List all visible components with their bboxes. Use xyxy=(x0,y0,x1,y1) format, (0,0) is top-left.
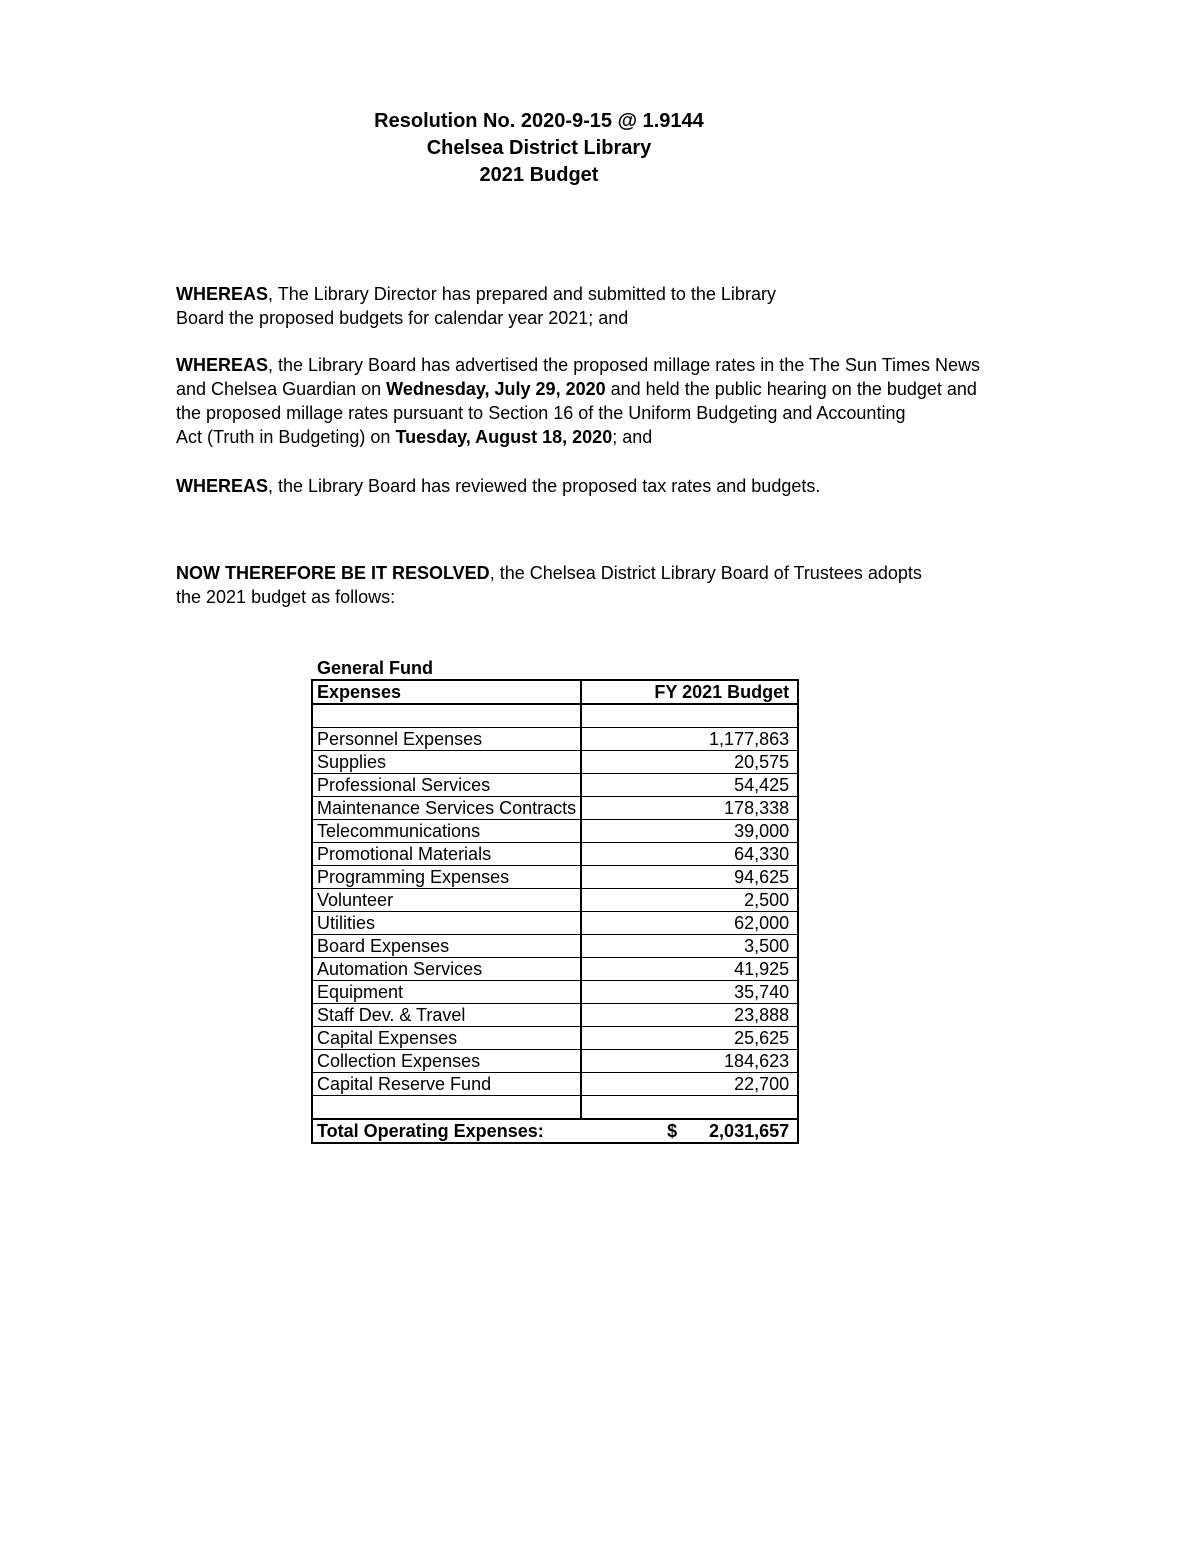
expense-value: 35,740 xyxy=(581,981,798,1004)
blank-row xyxy=(312,1096,798,1120)
expense-label: Telecommunications xyxy=(312,820,581,843)
expense-value: 2,500 xyxy=(581,889,798,912)
resolution-number: Resolution No. 2020-9-15 @ 1.9144 xyxy=(374,110,704,132)
general-fund-label: General Fund xyxy=(317,658,434,678)
expense-label: Programming Expenses xyxy=(312,866,581,889)
whereas-lead: WHEREAS xyxy=(176,355,269,375)
total-label: Total Operating Expenses: xyxy=(312,1119,581,1143)
table-row xyxy=(312,774,798,797)
expense-label: Capital Expenses xyxy=(312,1027,581,1050)
budget-column-header: FY 2021 Budget xyxy=(581,680,798,704)
currency-symbol: $ xyxy=(667,1121,678,1141)
expense-label: Staff Dev. & Travel xyxy=(312,1004,581,1027)
whereas-paragraph-1: WHEREAS, The Library Director has prepared and submitted to the Library Board the proposed budgets for calendar year 2021; and xyxy=(176,284,776,328)
table-row xyxy=(312,820,798,843)
table-row xyxy=(312,843,798,866)
table-row xyxy=(312,912,798,935)
expense-value: 184,623 xyxy=(581,1050,798,1073)
table-row xyxy=(312,1004,798,1027)
total-row xyxy=(312,1119,798,1143)
whereas-paragraph-3: WHEREAS, the Library Board has reviewed the proposed tax rates and budgets. xyxy=(176,476,821,496)
expense-value: 54,425 xyxy=(581,774,798,797)
resolved-lead: NOW THEREFORE BE IT RESOLVED xyxy=(176,563,490,583)
advertised-date: Wednesday, July 29, 2020 xyxy=(386,379,606,399)
table-header-row xyxy=(312,680,798,704)
total-amount xyxy=(581,1119,798,1143)
resolved-paragraph: NOW THEREFORE BE IT RESOLVED, the Chelsea District Library Board of Trustees adopts the 2021 budget as follows: xyxy=(176,563,922,607)
whereas-lead: WHEREAS xyxy=(176,476,269,496)
whereas-paragraph-2: WHEREAS, the Library Board has advertised the proposed millage rates in the The Sun Times News and Chelsea Guardian on Wednesday, July 29, 2020 and held the public hearing on the budget and the proposed millage rates pursuant to Section 16 of the Uniform Budgeting and Accounting Act (Truth in Budgeting) on Tuesday, August 18, 2020; and xyxy=(176,355,981,447)
expenses-column-header: Expenses xyxy=(312,680,581,704)
expense-label: Collection Expenses xyxy=(312,1050,581,1073)
expense-value: 3,500 xyxy=(581,935,798,958)
blank-row xyxy=(312,704,798,728)
expense-label: Professional Services xyxy=(312,774,581,797)
expense-value: 20,575 xyxy=(581,751,798,774)
expense-value: 94,625 xyxy=(581,866,798,889)
expense-value: 22,700 xyxy=(581,1073,798,1096)
expense-label: Board Expenses xyxy=(312,935,581,958)
expense-value: 41,925 xyxy=(581,958,798,981)
table-row xyxy=(312,889,798,912)
expense-label: Automation Services xyxy=(312,958,581,981)
budget-year-title: 2021 Budget xyxy=(479,164,599,186)
table-row xyxy=(312,1027,798,1050)
expense-value: 25,625 xyxy=(581,1027,798,1050)
library-name: Chelsea District Library xyxy=(426,137,652,159)
expense-value: 64,330 xyxy=(581,843,798,866)
whereas-lead: WHEREAS xyxy=(176,284,269,304)
budget-table xyxy=(311,679,799,1144)
expense-label: Capital Reserve Fund xyxy=(312,1073,581,1096)
expense-label: Equipment xyxy=(312,981,581,1004)
table-row xyxy=(312,935,798,958)
table-row xyxy=(312,866,798,889)
total-value: 2,031,657 xyxy=(709,1121,790,1141)
expense-label: Personnel Expenses xyxy=(312,728,581,751)
table-row xyxy=(312,1073,798,1096)
expense-label: Volunteer xyxy=(312,889,581,912)
table-row xyxy=(312,1050,798,1073)
expense-label: Utilities xyxy=(312,912,581,935)
expense-value: 39,000 xyxy=(581,820,798,843)
expense-value: 23,888 xyxy=(581,1004,798,1027)
table-row xyxy=(312,728,798,751)
expense-value: 62,000 xyxy=(581,912,798,935)
expense-value: 1,177,863 xyxy=(581,728,798,751)
hearing-date: Tuesday, August 18, 2020 xyxy=(395,427,613,447)
table-row xyxy=(312,981,798,1004)
resolution-title xyxy=(0,108,1078,189)
expense-label: Maintenance Services Contracts xyxy=(312,797,581,820)
table-row xyxy=(312,797,798,820)
table-row xyxy=(312,751,798,774)
table-row xyxy=(312,958,798,981)
expense-value: 178,338 xyxy=(581,797,798,820)
expense-label: Promotional Materials xyxy=(312,843,581,866)
expense-label: Supplies xyxy=(312,751,581,774)
